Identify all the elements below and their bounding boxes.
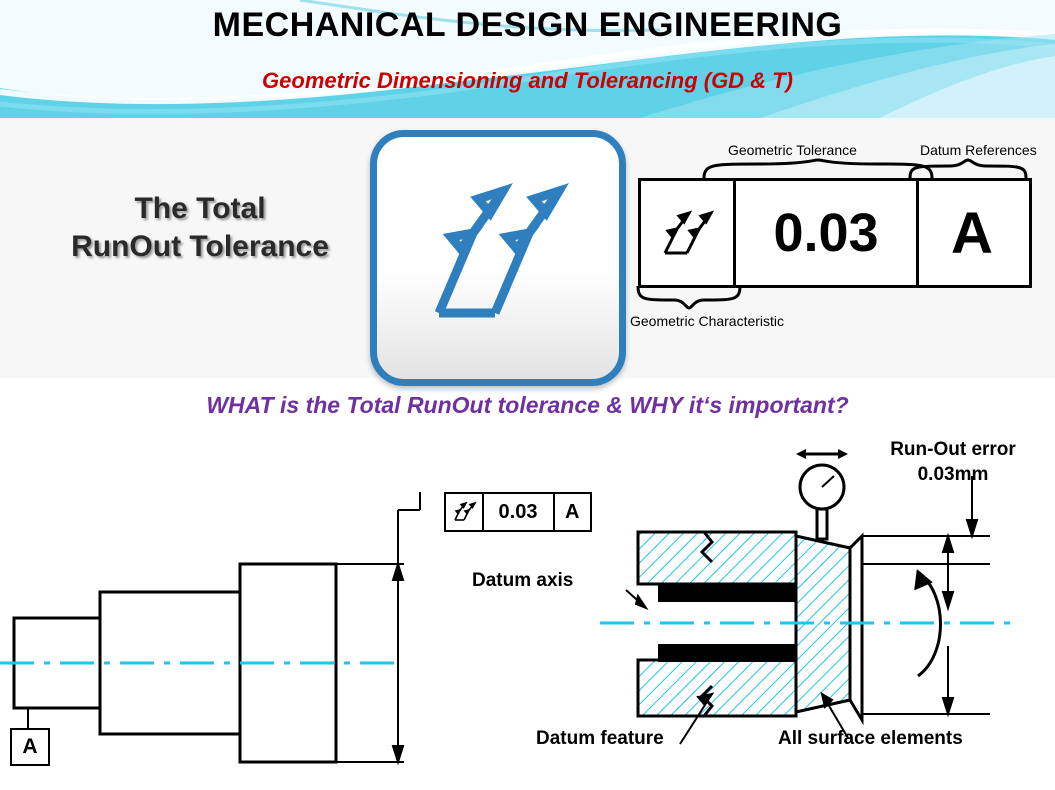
page-subtitle: Geometric Dimensioning and Tolerancing (GD & T) [262, 68, 793, 93]
bottom-strip [0, 782, 1055, 790]
callout-datum-feature: Datum feature [536, 728, 664, 749]
fcf-small-symbol-cell [446, 494, 484, 530]
callout-datum-axis: Datum axis [472, 570, 574, 591]
topic-title-line2: RunOut Tolerance [71, 229, 329, 263]
fcf-tolerance-value: 0.03 [736, 181, 919, 285]
callout-runout-error [858, 438, 1048, 487]
fcf-datum-reference: A [951, 200, 993, 266]
brace-datum-references [906, 158, 1030, 180]
total-runout-symbol-icon [450, 500, 478, 524]
total-runout-symbol-icon [651, 203, 723, 263]
stepped-shaft-drawing [0, 432, 620, 790]
topic-title [20, 190, 380, 265]
feature-control-frame-large [638, 178, 1032, 288]
header-band [0, 0, 1055, 118]
callout-surface-elements: All surface elements [778, 728, 963, 749]
total-runout-symbol-icon [377, 137, 605, 365]
brace-geometric-tolerance [700, 158, 940, 180]
topic-title-line1: The Total [134, 192, 266, 225]
fcf-small-tolerance-value: 0.03 [484, 494, 555, 530]
fcf-small-datum-reference: A [565, 500, 580, 523]
label-geometric-tolerance: Geometric Tolerance [728, 142, 857, 158]
datum-feature-symbol-a: A [10, 728, 50, 766]
feature-control-frame-small [444, 492, 592, 532]
fcf-symbol-cell [641, 181, 736, 285]
question-text: WHAT is the Total RunOut tolerance & WHY it‘s important? [206, 392, 849, 418]
page-title: MECHANICAL DESIGN ENGINEERING [212, 6, 843, 44]
total-runout-icon-tile [370, 130, 626, 386]
brace-geometric-characteristic [634, 284, 744, 310]
callout-runout-error-line1: Run-Out error [890, 439, 1016, 460]
callout-runout-error-line2: 0.03mm [917, 463, 989, 485]
label-datum-references: Datum References [920, 142, 1037, 158]
label-geometric-characteristic: Geometric Characteristic [630, 313, 785, 329]
